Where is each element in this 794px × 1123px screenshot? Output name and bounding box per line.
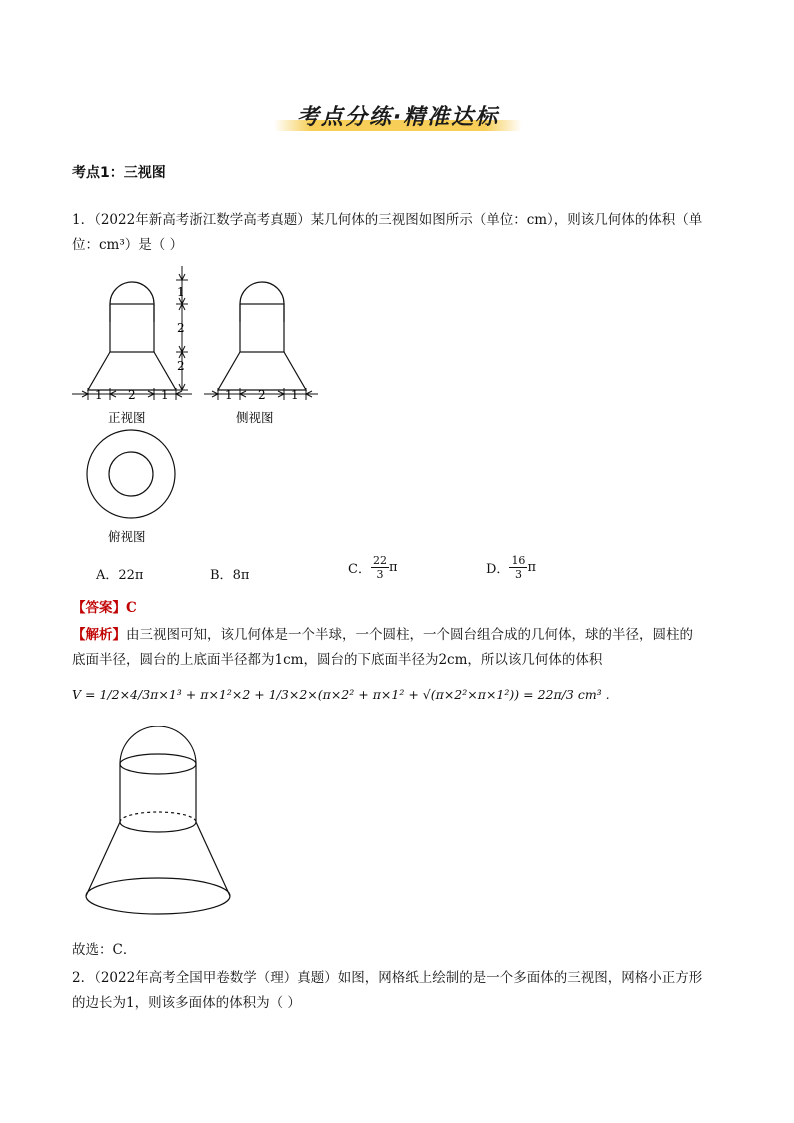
choice-c-numerator: 22 xyxy=(372,554,387,567)
choice-c-denominator: 3 xyxy=(376,568,384,581)
question-1-line1: 1．（2022年新高考浙江数学高考真题）某几何体的三视图如图所示（单位：cm），则该几何体的体积（单 xyxy=(72,212,703,228)
conclusion: 故选：C． xyxy=(72,942,137,958)
title-banner xyxy=(270,98,526,136)
choice-c-letter: C． xyxy=(348,562,371,577)
dim-h3: 2 xyxy=(177,359,185,373)
choice-b xyxy=(210,564,249,583)
choice-c xyxy=(348,554,398,581)
choice-d-letter: D． xyxy=(486,562,510,577)
answer-value: C xyxy=(126,600,137,616)
choice-c-suffix: π xyxy=(388,560,398,575)
choice-a xyxy=(96,564,143,583)
choice-c-fraction xyxy=(371,554,389,581)
analysis-block xyxy=(72,623,732,673)
side-view xyxy=(218,282,306,390)
three-view-figure xyxy=(68,262,328,552)
question-1-line2: 位：cm³）是（ ） xyxy=(72,237,184,253)
banner-title: 考点分练·精准达标 xyxy=(296,105,500,130)
dim-b3: 1 xyxy=(161,388,169,402)
choice-b-text: 8π xyxy=(232,568,250,583)
choice-d-numerator: 16 xyxy=(511,554,526,567)
choice-a-letter: A． xyxy=(96,568,119,583)
dim-h1: 1 xyxy=(177,285,185,299)
choice-d-suffix: π xyxy=(527,560,536,575)
answer-tag: 【答案】 xyxy=(72,600,126,616)
question-2-stem xyxy=(72,966,732,1016)
front-view-label: 正视图 xyxy=(108,410,146,425)
analysis-line2: 底面半径，圆台的上底面半径都为1cm，圆台的下底面半径为2cm，所以该几何体的体积 xyxy=(72,652,603,668)
front-view xyxy=(88,282,176,390)
choice-b-letter: B． xyxy=(210,568,233,583)
question-2-line1: 2．（2022年高考全国甲卷数学（理）真题）如图，网格纸上绘制的是一个多面体的三视图，网格小正方形 xyxy=(72,970,703,986)
analysis-line1: 由三视图可知，该几何体是一个半球，一个圆柱，一个圆台组合成的几何体，球的半径，圆柱的 xyxy=(126,627,693,643)
dim-h2: 2 xyxy=(177,321,185,335)
side-view-label: 侧视图 xyxy=(236,410,274,425)
question-1-stem xyxy=(72,208,732,258)
answer-line xyxy=(72,596,137,621)
solid-figure xyxy=(84,726,284,924)
dim-b2: 2 xyxy=(128,388,136,402)
dim-side-b3: 1 xyxy=(291,388,299,402)
choice-d xyxy=(486,554,536,581)
question-2-line2: 的边长为1，则该多面体的体积为（ ） xyxy=(72,995,301,1011)
analysis-tag: 【解析】 xyxy=(72,627,126,643)
dim-b1: 1 xyxy=(95,388,103,402)
top-view xyxy=(87,430,175,518)
volume-formula: V = 1/2×4/3π×1³ + π×1²×2 + 1/3×2×(π×2² + π×1² + √(π×2²×π×1²)) = 22π/3 cm³ . xyxy=(72,687,610,702)
choice-d-fraction xyxy=(509,554,527,581)
choice-a-text: 22π xyxy=(118,568,144,583)
dim-side-b1: 1 xyxy=(225,388,233,402)
section-title: 考点1：三视图 xyxy=(72,165,166,181)
choice-d-denominator: 3 xyxy=(514,568,522,581)
top-view-label: 俯视图 xyxy=(108,529,146,544)
dim-side-b2: 2 xyxy=(258,388,266,402)
